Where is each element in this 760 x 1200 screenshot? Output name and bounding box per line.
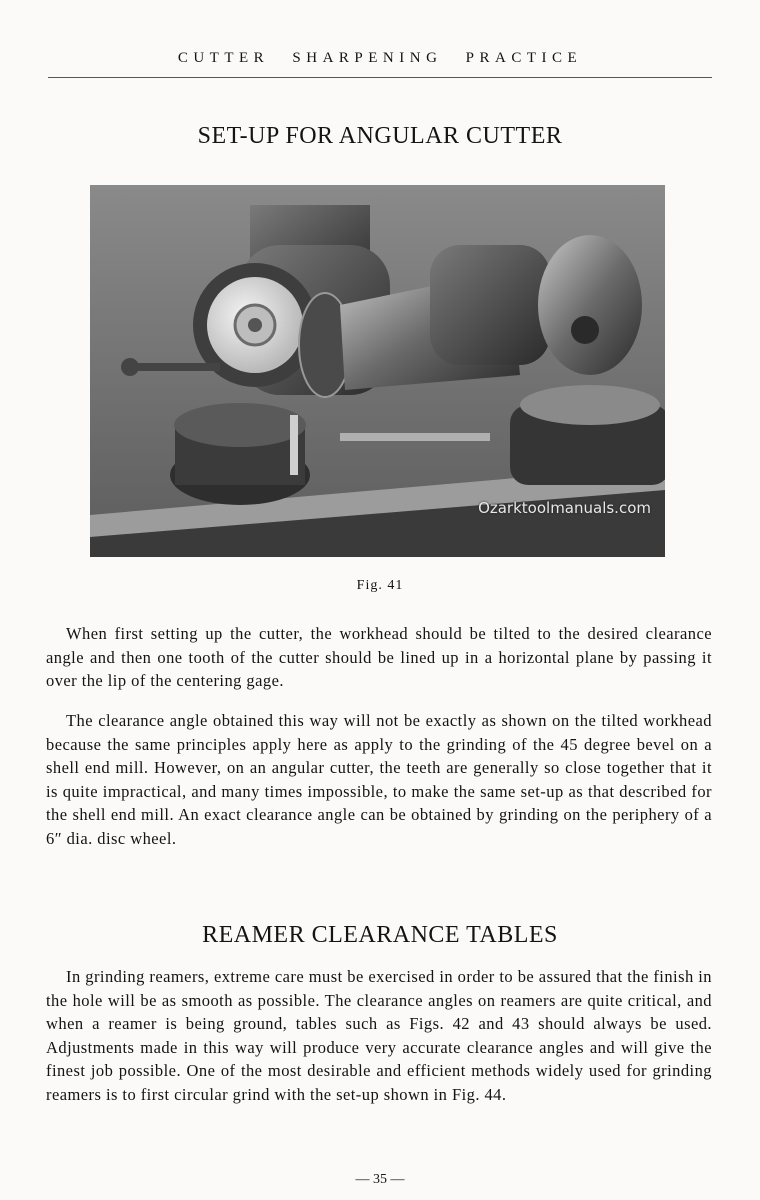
watermark-text: Ozarktoolmanuals.com (478, 499, 651, 517)
figure-caption: Fig. 41 (356, 578, 404, 593)
section-title-angular-cutter: SET-UP FOR ANGULAR CUTTER (197, 123, 563, 149)
paragraph-2: The clearance angle obtained this way will not be exactly as shown on the tilted workhead because the same principles apply here as apply to the grinding of the 45 degree bevel on a shell end mill. However, on an angular cutter, the teeth are generally so close together that it is quite impractical, and many times impossible, to make the same set-up as that described for the shell end mill. An exact clearance angle can be obtained by grinding on the periphery of a 6″ dia. disc wheel. (46, 711, 712, 848)
paragraph-1: When first setting up the cutter, the workhead should be tilted to the desired clearance angle and then one tooth of the cutter should be lined up in a horizontal plane by passing it over the lip of the centering gage. (46, 624, 712, 691)
page-number: — 35 — (355, 1172, 405, 1187)
section-title-reamer-clearance: REAMER CLEARANCE TABLES (202, 922, 558, 948)
header-rule (48, 77, 712, 78)
figure-41-photo (90, 185, 665, 557)
running-head: CUTTER SHARPENING PRACTICE (177, 50, 583, 66)
paragraph-3: In grinding reamers, extreme care must be exercised in order to be assured that the finish in the hole will be as smooth as possible. The clearance angles on reamers are quite critical, and when a reamer is being ground, tables such as Figs. 42 and 43 should always be used. Adjustments made in this way will produce very accurate clearance angles and will give the finest job possible. One of the most desirable and efficient methods widely used for grinding reamers is to first circular grind with the set-up shown in Fig. 44. (46, 967, 712, 1104)
